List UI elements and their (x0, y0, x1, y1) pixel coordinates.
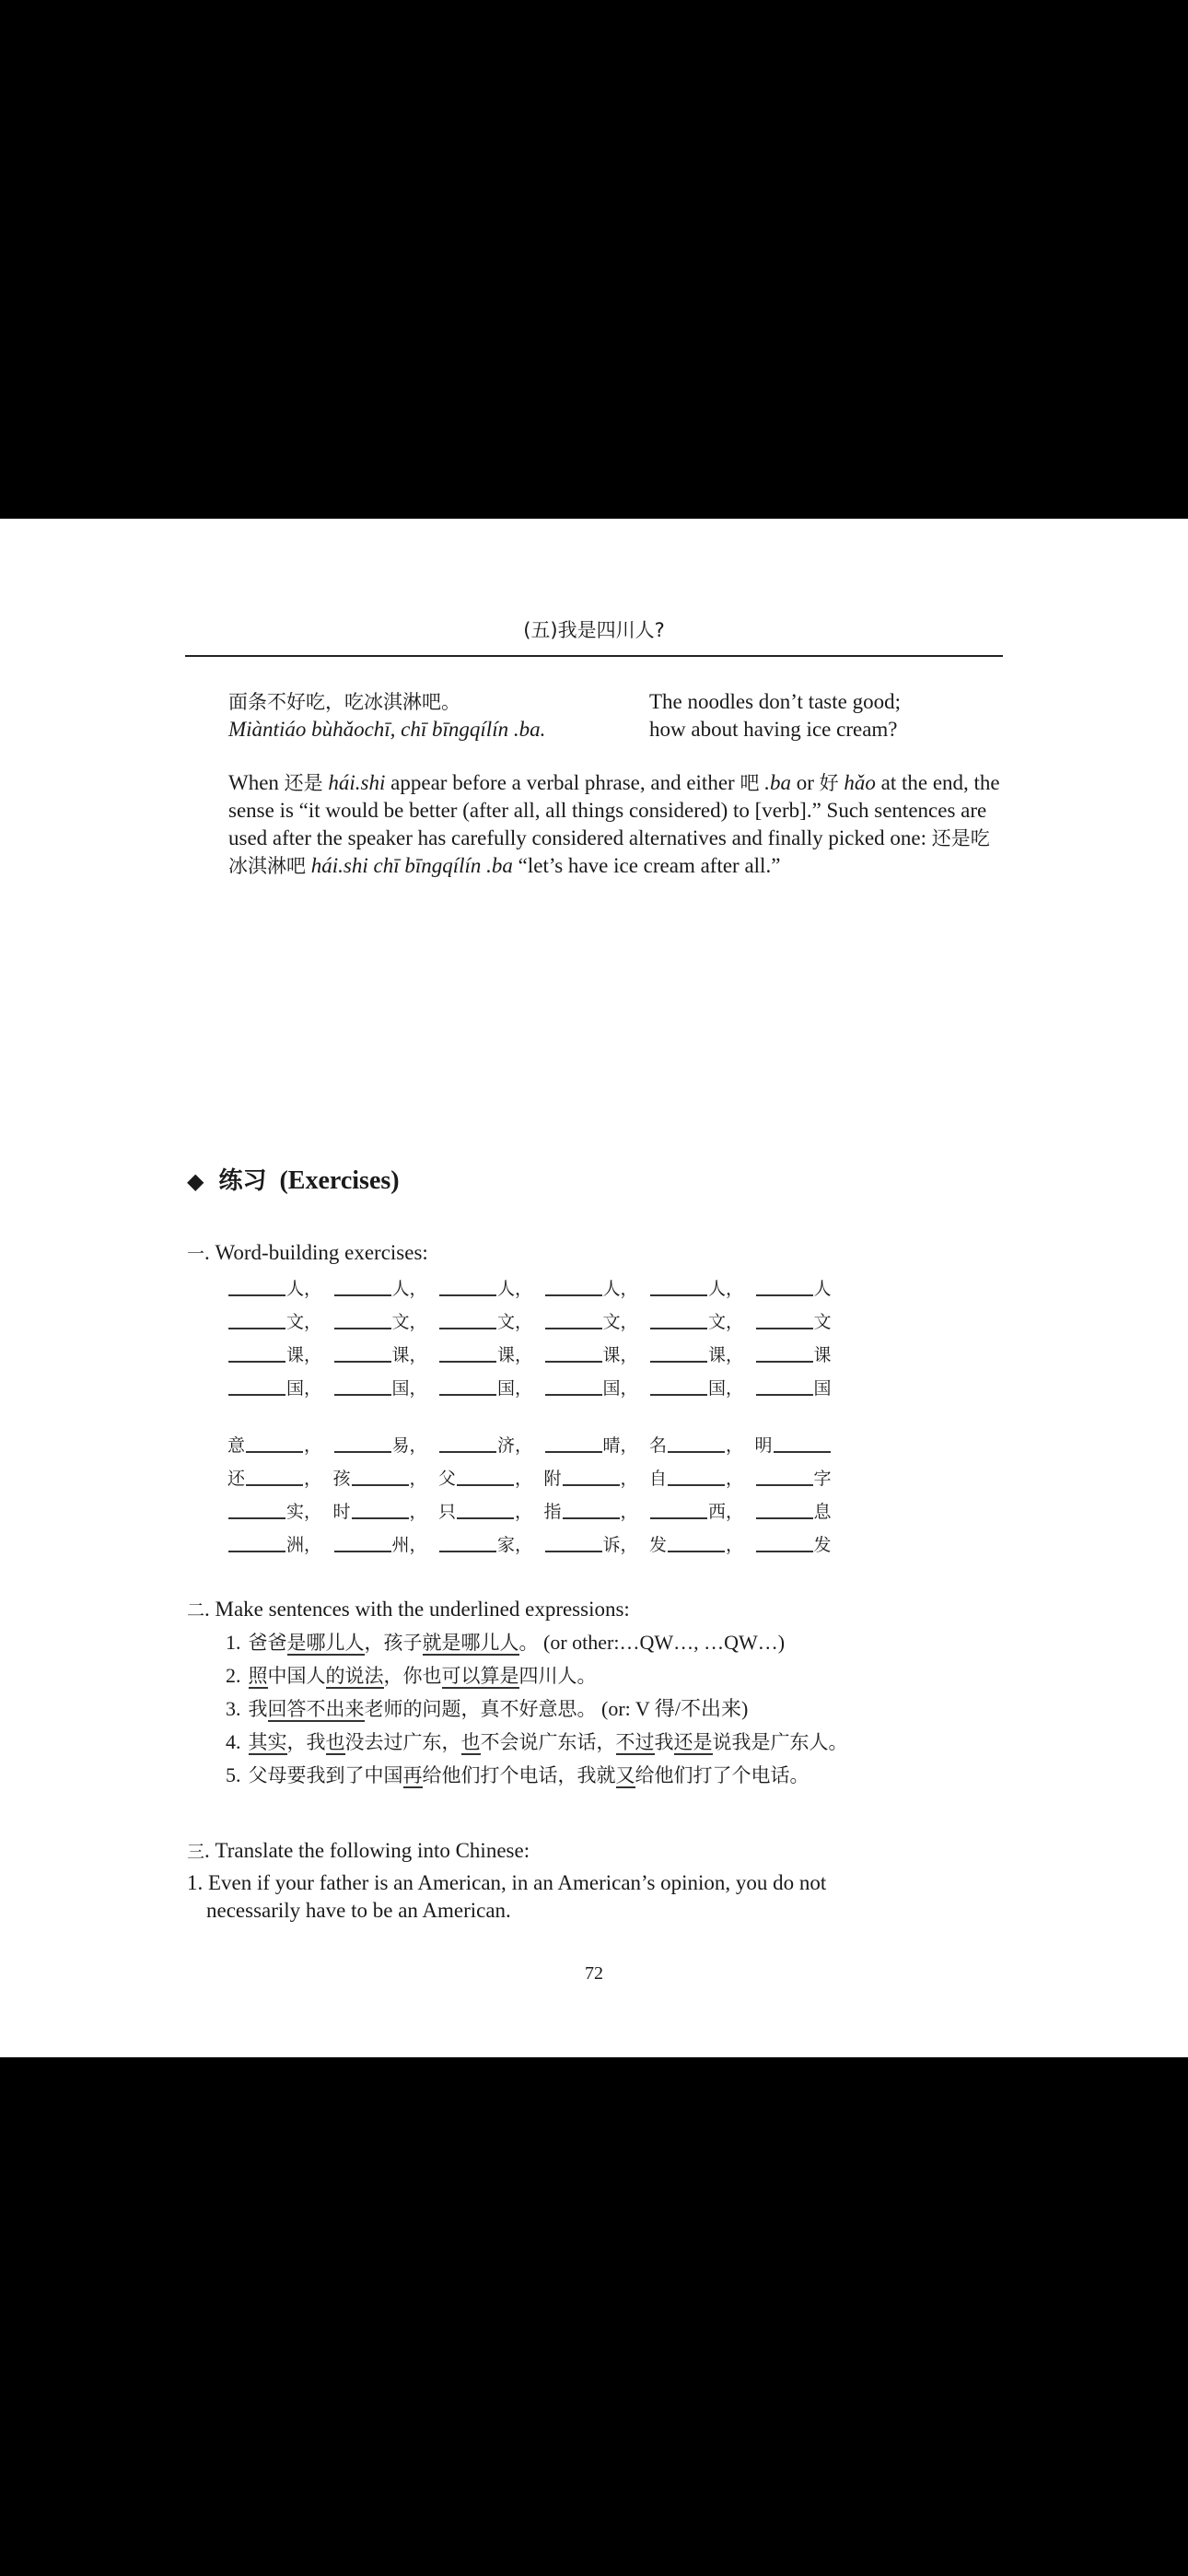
fill-in-blank[interactable] (228, 1307, 285, 1329)
document-page (0, 519, 1188, 2057)
fill-in-blank[interactable] (334, 1274, 391, 1296)
example-english-line2: how about having ice cream? (649, 718, 898, 741)
example-pinyin: Miàntiáo bùhǎochī, chī bīngqílín .ba. (228, 718, 546, 741)
separator: ， (726, 1312, 744, 1332)
chinese-term: 好 (819, 772, 839, 794)
separator: ， (304, 1345, 322, 1365)
separator: ， (515, 1279, 533, 1299)
example-sentence (228, 688, 545, 744)
word-blank-item (649, 1462, 755, 1495)
part-marker: 二 (187, 1600, 205, 1621)
fill-in-blank[interactable] (457, 1464, 514, 1486)
word-blank-item (755, 1306, 832, 1339)
separator: ， (726, 1345, 744, 1365)
page-number: 72 (585, 1963, 603, 1984)
separator: ， (620, 1312, 638, 1332)
separator: ， (409, 1435, 427, 1456)
fill-in-blank[interactable] (439, 1307, 496, 1329)
diamond-bullet-icon: ◆ (187, 1170, 204, 1194)
given-character: 国 (813, 1378, 832, 1399)
fill-in-blank[interactable] (439, 1374, 496, 1396)
sentence-number: 5. (226, 1763, 241, 1786)
separator: ， (515, 1312, 533, 1332)
grammar-explanation (228, 769, 1002, 880)
separator: ， (515, 1435, 533, 1456)
underlined-expression: 回答不出来 (267, 1698, 365, 1720)
word-blank-item (333, 1339, 439, 1372)
word-blank-item (755, 1372, 832, 1405)
pinyin-term: .ba (759, 771, 791, 794)
underlined-expression: 也 (325, 1731, 345, 1753)
sentence-text: ，我 (286, 1731, 326, 1753)
word-blank-item (438, 1528, 544, 1562)
underlined-expression: 是哪儿人 (286, 1632, 365, 1654)
exercises-title-zh: 练习 (218, 1167, 267, 1195)
separator: ， (620, 1469, 638, 1489)
sentence-item (226, 1726, 848, 1759)
sentence-item (226, 1626, 848, 1659)
separator: ， (620, 1378, 638, 1399)
separator: ， (304, 1378, 322, 1399)
word-blank-item (438, 1372, 544, 1405)
sentence-text: 父母要我到了中国 (248, 1764, 403, 1786)
underlined-expression: 其实 (248, 1731, 287, 1753)
word-blank-item (438, 1339, 544, 1372)
given-character: 课 (286, 1345, 305, 1365)
separator: ， (726, 1535, 744, 1555)
text: When (228, 771, 285, 794)
given-character: 国 (497, 1378, 516, 1399)
fill-in-blank[interactable] (228, 1341, 285, 1363)
separator: ， (620, 1502, 638, 1522)
fill-in-blank[interactable] (563, 1464, 620, 1486)
fill-in-blank[interactable] (668, 1530, 725, 1552)
word-blank-item (227, 1339, 333, 1372)
word-blank-item (649, 1339, 755, 1372)
underlined-expression: 也 (460, 1731, 481, 1753)
pinyin-term: hái.shi (322, 771, 386, 794)
word-blank-item (333, 1528, 439, 1562)
fill-in-blank[interactable] (334, 1431, 391, 1453)
sentence-text: 我 (654, 1731, 674, 1753)
given-character: 自 (649, 1469, 668, 1489)
given-character: 文 (813, 1312, 832, 1332)
given-character: 指 (543, 1502, 562, 1522)
word-blank-item (544, 1495, 650, 1528)
word-blank-item (544, 1272, 650, 1306)
sentence-item (226, 1692, 848, 1726)
given-character: 字 (813, 1469, 832, 1489)
given-character: 洲 (286, 1535, 305, 1555)
separator: ， (620, 1279, 638, 1299)
word-blank-item (438, 1306, 544, 1339)
word-blank-item (755, 1429, 832, 1462)
sentence-text: 给他们打了个电话。 (635, 1764, 809, 1786)
fill-in-blank[interactable] (545, 1530, 602, 1552)
separator: ， (409, 1378, 427, 1399)
fill-in-blank[interactable] (545, 1431, 602, 1453)
fill-in-blank[interactable] (650, 1497, 707, 1519)
separator: ， (304, 1435, 322, 1456)
given-character: 人 (391, 1279, 410, 1299)
part-label: . Word-building exercises: (204, 1241, 428, 1264)
given-character: 发 (649, 1535, 668, 1555)
part2-heading (187, 1597, 630, 1622)
sentence-number: 2. (226, 1664, 241, 1687)
part1-heading (187, 1240, 428, 1265)
word-blank-item (438, 1429, 544, 1462)
underlined-expression: 就是哪儿人 (422, 1632, 519, 1654)
fill-in-blank[interactable] (457, 1497, 514, 1519)
example-chinese: 面条不好吃，吃冰淇淋吧。 (228, 691, 460, 713)
chinese-term: 吧 (740, 772, 760, 794)
separator: ， (726, 1279, 744, 1299)
given-character: 国 (286, 1378, 305, 1399)
fill-in-blank[interactable] (246, 1464, 303, 1486)
sentence-text: 给他们打个电话，我就 (422, 1764, 616, 1786)
given-character: 国 (708, 1378, 727, 1399)
given-character: 文 (602, 1312, 621, 1332)
part-marker: 三 (187, 1842, 205, 1862)
given-character: 文 (286, 1312, 305, 1332)
separator: ， (409, 1345, 427, 1365)
given-character: 实 (286, 1502, 305, 1522)
fill-in-blank[interactable] (545, 1341, 602, 1363)
fill-in-blank[interactable] (439, 1341, 496, 1363)
underlined-expression: 照 (248, 1665, 268, 1687)
separator: ， (409, 1279, 427, 1299)
separator: ， (304, 1469, 322, 1489)
word-blank-item (333, 1429, 439, 1462)
word-blank-item (333, 1372, 439, 1405)
given-character: 附 (543, 1469, 562, 1489)
grid-row (227, 1528, 832, 1562)
separator: ， (409, 1312, 427, 1332)
separator: ， (726, 1502, 744, 1522)
fill-in-blank[interactable] (650, 1341, 707, 1363)
fill-in-blank[interactable] (545, 1274, 602, 1296)
given-character: 诉 (602, 1535, 621, 1555)
word-blank-item (649, 1306, 755, 1339)
separator: ， (515, 1502, 533, 1522)
pinyin-term: hǎo (838, 771, 876, 794)
underlined-expression: 再 (402, 1764, 423, 1786)
separator: ， (304, 1535, 322, 1555)
given-character: 只 (438, 1502, 457, 1522)
underlined-expression: 还是 (673, 1731, 713, 1753)
fill-in-blank[interactable] (756, 1341, 813, 1363)
fill-in-blank[interactable] (668, 1431, 725, 1453)
fill-in-blank[interactable] (563, 1497, 620, 1519)
fill-in-blank[interactable] (650, 1374, 707, 1396)
sentence-text: 中国人 (267, 1665, 326, 1687)
sentence-text: ，你也 (383, 1665, 442, 1687)
page-header-title: (五)我是四川人? (523, 619, 665, 641)
word-blank-item (438, 1272, 544, 1306)
separator: ， (515, 1345, 533, 1365)
word-blank-item (227, 1306, 333, 1339)
word-blank-item (755, 1528, 832, 1562)
word-blank-item (649, 1272, 755, 1306)
sentence-text: 。 (518, 1632, 539, 1654)
given-character: 课 (708, 1345, 727, 1365)
word-blank-item (227, 1272, 333, 1306)
given-character: 易 (391, 1435, 410, 1456)
sentence-number: 1. (226, 1631, 241, 1654)
word-blank-item (755, 1272, 832, 1306)
separator: ， (726, 1378, 744, 1399)
given-character: 课 (391, 1345, 410, 1365)
sentence-text: 没去过广东， (344, 1731, 461, 1753)
fill-in-blank[interactable] (228, 1530, 285, 1552)
sentence-text: 我 (248, 1698, 268, 1720)
fill-in-blank[interactable] (545, 1374, 602, 1396)
exercises-title-en: (Exercises) (279, 1166, 400, 1195)
separator: ， (515, 1469, 533, 1489)
fill-in-blank[interactable] (650, 1274, 707, 1296)
given-character: 晴 (602, 1435, 621, 1456)
fill-in-blank[interactable] (545, 1307, 602, 1329)
word-building-grid-b (227, 1429, 832, 1562)
fill-in-blank[interactable] (334, 1374, 391, 1396)
header-divider (185, 655, 1003, 657)
part-label: . Translate the following into Chinese: (204, 1839, 530, 1862)
pinyin-term: hái.shi chī bīngqílín .ba (306, 854, 513, 877)
sentence-text: 说我是广东人。 (712, 1731, 848, 1753)
fill-in-blank[interactable] (246, 1431, 303, 1453)
separator: ， (620, 1535, 638, 1555)
item-number: 1. (187, 1871, 204, 1894)
word-blank-item (755, 1339, 832, 1372)
word-blank-item (227, 1372, 333, 1405)
chinese-term: 还是吃冰淇淋吧 (228, 827, 990, 877)
fill-in-blank[interactable] (228, 1274, 285, 1296)
fill-in-blank[interactable] (439, 1274, 496, 1296)
given-character: 人 (708, 1279, 727, 1299)
given-character: 文 (497, 1312, 516, 1332)
sentence-text: 不会说广东话， (480, 1731, 616, 1753)
sentence-item (226, 1659, 848, 1692)
underlined-expression: 可以算是 (441, 1665, 519, 1687)
word-blank-item (227, 1495, 333, 1528)
separator: ， (726, 1435, 744, 1456)
fill-in-blank[interactable] (668, 1464, 725, 1486)
fill-in-blank[interactable] (334, 1307, 391, 1329)
sentence-note: (or other:…QW…, …QW…) (538, 1631, 786, 1654)
given-character: 名 (649, 1435, 668, 1456)
example-english-line1: The noodles don’t taste good; (649, 690, 901, 713)
given-character: 课 (813, 1345, 832, 1365)
separator: ， (620, 1345, 638, 1365)
word-blank-item (227, 1528, 333, 1562)
item-text-line2: necessarily have to be an American. (206, 1899, 511, 1922)
given-character: 人 (497, 1279, 516, 1299)
given-character: 人 (813, 1279, 832, 1299)
given-character: 时 (332, 1502, 351, 1522)
fill-in-blank[interactable] (756, 1530, 813, 1552)
word-blank-item (333, 1272, 439, 1306)
sentence-number: 4. (226, 1730, 241, 1753)
given-character: 文 (708, 1312, 727, 1332)
fill-in-blank[interactable] (756, 1374, 813, 1396)
fill-in-blank[interactable] (650, 1307, 707, 1329)
grid-row (227, 1339, 832, 1372)
given-character: 文 (391, 1312, 410, 1332)
word-blank-item (649, 1372, 755, 1405)
given-character: 息 (813, 1502, 832, 1522)
given-character: 课 (602, 1345, 621, 1365)
text: or (790, 771, 820, 794)
separator: ， (726, 1469, 744, 1489)
fill-in-blank[interactable] (439, 1530, 496, 1552)
fill-in-blank[interactable] (439, 1431, 496, 1453)
text: “let’s have ice cream after all.” (512, 854, 781, 877)
given-character: 家 (497, 1535, 516, 1555)
word-blank-item (755, 1462, 832, 1495)
item-text-line1: Even if your father is an American, in an American’s opinion, you do not (203, 1871, 827, 1894)
fill-in-blank[interactable] (352, 1497, 409, 1519)
example-translation (649, 688, 901, 744)
sentence-list (226, 1626, 848, 1792)
fill-in-blank[interactable] (756, 1274, 813, 1296)
word-blank-item (333, 1306, 439, 1339)
given-character: 明 (754, 1435, 773, 1456)
given-character: 孩 (332, 1469, 351, 1489)
given-character: 人 (286, 1279, 305, 1299)
word-blank-item (649, 1429, 755, 1462)
separator: ， (304, 1502, 322, 1522)
part3-heading (187, 1838, 530, 1863)
given-character: 课 (497, 1345, 516, 1365)
separator: ， (409, 1535, 427, 1555)
given-character: 国 (391, 1378, 410, 1399)
word-blank-item (438, 1495, 544, 1528)
word-blank-item (544, 1528, 650, 1562)
sentence-text: 爸爸 (248, 1632, 287, 1654)
fill-in-blank[interactable] (334, 1530, 391, 1552)
word-blank-item (755, 1495, 832, 1528)
word-blank-item (544, 1339, 650, 1372)
separator: ， (409, 1502, 427, 1522)
word-blank-item (333, 1462, 439, 1495)
separator: ， (515, 1535, 533, 1555)
underlined-expression: 的说法 (325, 1665, 384, 1687)
fill-in-blank[interactable] (352, 1464, 409, 1486)
separator: ， (620, 1435, 638, 1456)
sentence-item (226, 1759, 848, 1792)
given-character: 意 (227, 1435, 246, 1456)
word-blank-item (227, 1462, 333, 1495)
word-blank-item (649, 1528, 755, 1562)
separator: ， (304, 1312, 322, 1332)
fill-in-blank[interactable] (756, 1464, 813, 1486)
word-blank-item (333, 1495, 439, 1528)
word-blank-item (544, 1372, 650, 1405)
given-character: 国 (602, 1378, 621, 1399)
part-marker: 一 (187, 1244, 205, 1264)
sentence-number: 3. (226, 1697, 241, 1720)
word-building-grid-a (227, 1272, 832, 1405)
grid-row (227, 1306, 832, 1339)
fill-in-blank[interactable] (756, 1497, 813, 1519)
given-character: 济 (497, 1435, 516, 1456)
fill-in-blank[interactable] (774, 1431, 831, 1453)
given-character: 父 (438, 1469, 457, 1489)
text: at the end, the sense is “it would be better (after all, all things considered) to [verb].” Such sentences are used after the speaker has carefully considered alternatives and finally picked one: (228, 771, 1000, 849)
chinese-term: 还是 (284, 772, 323, 794)
sentence-note: (or: V 得/不出来) (596, 1697, 749, 1720)
word-blank-item (649, 1495, 755, 1528)
given-character: 发 (813, 1535, 832, 1555)
grid-row (227, 1429, 832, 1462)
grid-row (227, 1495, 832, 1528)
grid-row (227, 1462, 832, 1495)
underlined-expression: 不过 (615, 1731, 655, 1753)
word-blank-item (544, 1429, 650, 1462)
word-blank-item (438, 1462, 544, 1495)
fill-in-blank[interactable] (228, 1374, 285, 1396)
given-character: 西 (708, 1502, 727, 1522)
fill-in-blank[interactable] (756, 1307, 813, 1329)
translation-item (187, 1869, 961, 1925)
part-label: . Make sentences with the underlined expressions: (204, 1598, 630, 1621)
sentence-text: 老师的问题，真不好意思。 (364, 1698, 597, 1720)
grid-row (227, 1372, 832, 1405)
sentence-text: ，孩子 (364, 1632, 423, 1654)
separator: ， (515, 1378, 533, 1399)
word-blank-item (544, 1306, 650, 1339)
given-character: 州 (391, 1535, 410, 1555)
separator: ， (409, 1469, 427, 1489)
exercises-heading (187, 1162, 400, 1196)
text: appear before a verbal phrase, and either (385, 771, 740, 794)
underlined-expression: 又 (615, 1764, 635, 1786)
word-blank-item (544, 1462, 650, 1495)
fill-in-blank[interactable] (334, 1341, 391, 1363)
grid-row (227, 1272, 832, 1306)
sentence-text: 四川人。 (518, 1665, 597, 1687)
separator: ， (304, 1279, 322, 1299)
given-character: 人 (602, 1279, 621, 1299)
word-blank-item (227, 1429, 333, 1462)
given-character: 还 (227, 1469, 246, 1489)
fill-in-blank[interactable] (228, 1497, 285, 1519)
